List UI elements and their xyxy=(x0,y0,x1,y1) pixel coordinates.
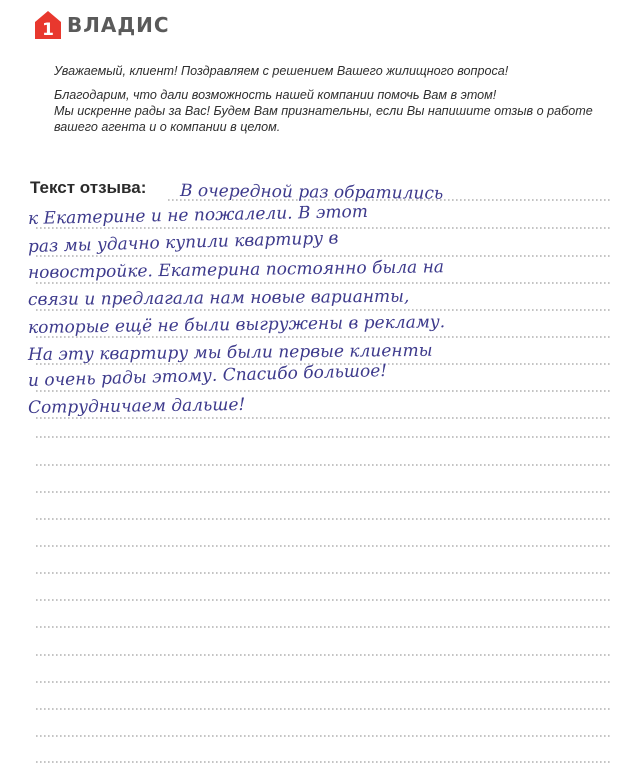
review-line: к Екатерине и не пожалели. В этот xyxy=(27,201,369,229)
intro-request-end: вашего агента и о компании в целом. xyxy=(54,120,281,134)
intro-request: Мы искренне рады за Вас! Будем Вам признательны, если Вы напишите отзыв о работе xyxy=(54,104,593,118)
review-line: связи и предлагала нам новые варианты, xyxy=(27,286,410,310)
review-label: Текст отзыва: xyxy=(30,178,147,197)
review-line: новостройке. Екатерина постоянно была на xyxy=(27,257,445,283)
brand-name: ВЛАДИС xyxy=(67,13,170,37)
review-line: раз мы удачно купили квартиру в xyxy=(27,228,339,257)
review-line: Сотрудничаем дальше! xyxy=(27,394,246,418)
intro-thanks: Благодарим, что дали возможность нашей компании помочь Вам в этом! xyxy=(54,88,497,102)
review-line: которые ещё не были выгружены в рекламу. xyxy=(27,312,446,338)
review-line: и очень рады этому. Спасибо большое! xyxy=(27,360,388,391)
logo-badge-number: 1 xyxy=(42,20,54,40)
review-line: В очередной раз обратились xyxy=(179,181,444,204)
review-line: На эту квартиру мы были первые клиенты xyxy=(27,340,433,365)
intro-greeting: Уважаемый, клиент! Поздравляем с решением Вашего жилищного вопроса! xyxy=(54,64,509,78)
